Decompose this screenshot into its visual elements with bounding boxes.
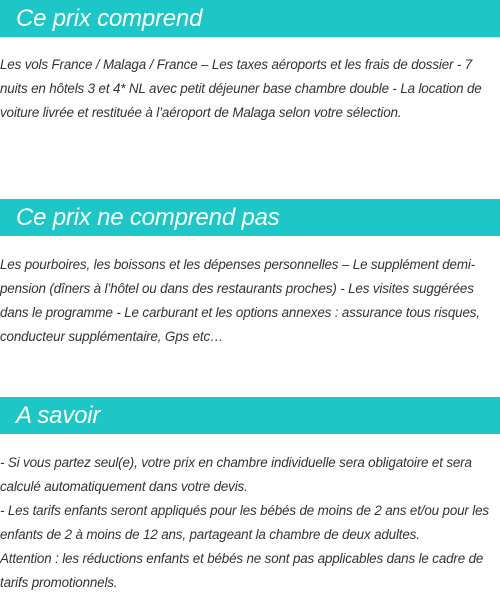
section-header-price-includes (0, 0, 500, 37)
paragraph: Les vols France / Malaga / France – Les taxes aéroports et les frais de dossier - 7 nuits en hôtels 3 et 4* NL avec petit déjeuner base chambre double - La location de voiture livrée et restituée à l’aéroport de Malaga selon votre sélection. (0, 57, 482, 120)
section-title: Ce prix comprend (16, 4, 203, 32)
section-header-price-excludes (0, 199, 500, 236)
section-header-good-to-know (0, 397, 500, 434)
section-title: Ce prix ne comprend pas (16, 203, 280, 231)
paragraph: Attention : les réductions enfants et bébés ne sont pas applicables dans le cadre de tarifs promotionnels. (0, 551, 484, 590)
section-title: A savoir (16, 401, 101, 429)
paragraph: Les pourboires, les boissons et les dépenses personnelles – Le supplément demi-pension (dîners à l’hôtel ou dans des restaurants proches) - Les visites suggérées dans le programme - Le carburant et les options annexes : assurance tous risques, conducteur supplémentaire, Gps etc… (0, 257, 480, 344)
paragraph: - Les tarifs enfants seront appliqués pour les bébés de moins de 2 ans et/ou pour les enfants de 2 à moins de 12 ans, partageant la chambre de deux adultes. (0, 503, 489, 542)
paragraph: - Si vous partez seul(e), votre prix en chambre individuelle sera obligatoire et sera calculé automatiquement dans votre devis. (0, 455, 472, 494)
section-body-price-excludes (0, 253, 500, 349)
section-body-price-includes (0, 53, 500, 125)
section-body-good-to-know (0, 451, 500, 595)
